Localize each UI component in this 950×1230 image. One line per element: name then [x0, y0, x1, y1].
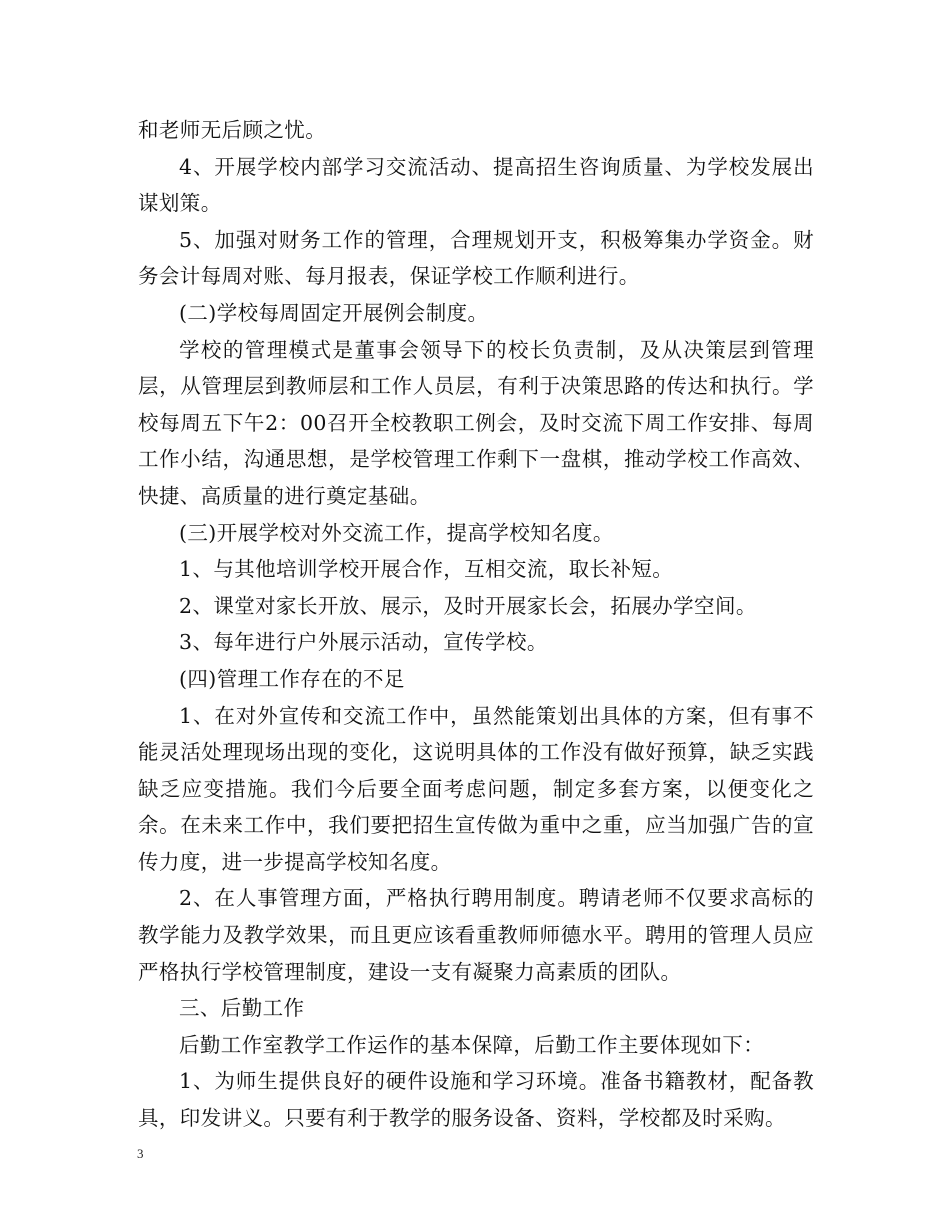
page-number: 3 — [137, 1146, 144, 1161]
paragraph-3: 5、加强对财务工作的管理，合理规划开支，积极筹集办学资金。财务会计每周对账、每月报表，保证学校工作顺利进行。 — [138, 227, 814, 289]
paragraph-1: 和老师无后顾之忧。 — [138, 118, 327, 142]
paragraph-9: 3、每年进行户外展示活动，宣传学校。 — [179, 630, 548, 655]
paragraph-7: 1、与其他培训学校开展合作，互相交流，取长补短。 — [179, 557, 674, 582]
paragraph-11: 1、在对外宣传和交流工作中，虽然能策划出具体的方案，但有事不能灵活处理现场出现的变化，这说明具体的工作没有做好预算，缺乏实践缺乏应变措施。我们今后要全面考虑问题，制定多套方案，以便变化之余。在未来工作中，我们要把招生宣传做为重中之重，应当加强广告的宣传力度，进一步提高学校知名度。 — [138, 703, 814, 874]
paragraph-14: 后勤工作室教学工作运作的基本保障，后勤工作主要体现如下： — [179, 1032, 765, 1057]
section-heading-2: (二)学校每周固定开展例会制度。 — [179, 300, 489, 325]
section-heading-3: (三)开展学校对外交流工作，提高学校知名度。 — [179, 520, 614, 545]
paragraph-12: 2、在人事管理方面，严格执行聘用制度。聘请老师不仅要求高标的教学能力及教学效果，而且更应该看重教师师德水平。聘用的管理人员应严格执行学校管理制度，建设一支有凝聚力高素质的团队。 — [138, 886, 814, 984]
section-heading-4: (四)管理工作存在的不足 — [179, 666, 405, 691]
paragraph-2: 4、开展学校内部学习交流活动、提高招生咨询质量、为学校发展出谋划策。 — [138, 154, 814, 216]
paragraph-8: 2、课堂对家长开放、展示，及时开展家长会，拓展办学空间。 — [179, 593, 757, 618]
chapter-heading-logistics: 三、后勤工作 — [179, 996, 305, 1021]
paragraph-15: 1、为师生提供良好的硬件设施和学习环境。准备书籍教材，配备教具，印发讲义。只要有利于教学的服务设备、资料，学校都及时采购。 — [138, 1069, 814, 1131]
paragraph-5: 学校的管理模式是董事会领导下的校长负责制，及从决策层到管理层，从管理层到教师层和工作人员层，有利于决策思路的传达和执行。学校每周五下午2：00召开全校教职工例会，及时交流下周工作安排、每周工作小结，沟通思想，是学校管理工作剩下一盘棋，推动学校工作高效、快捷、高质量的进行奠定基础。 — [138, 337, 814, 508]
document-body — [138, 112, 814, 1137]
